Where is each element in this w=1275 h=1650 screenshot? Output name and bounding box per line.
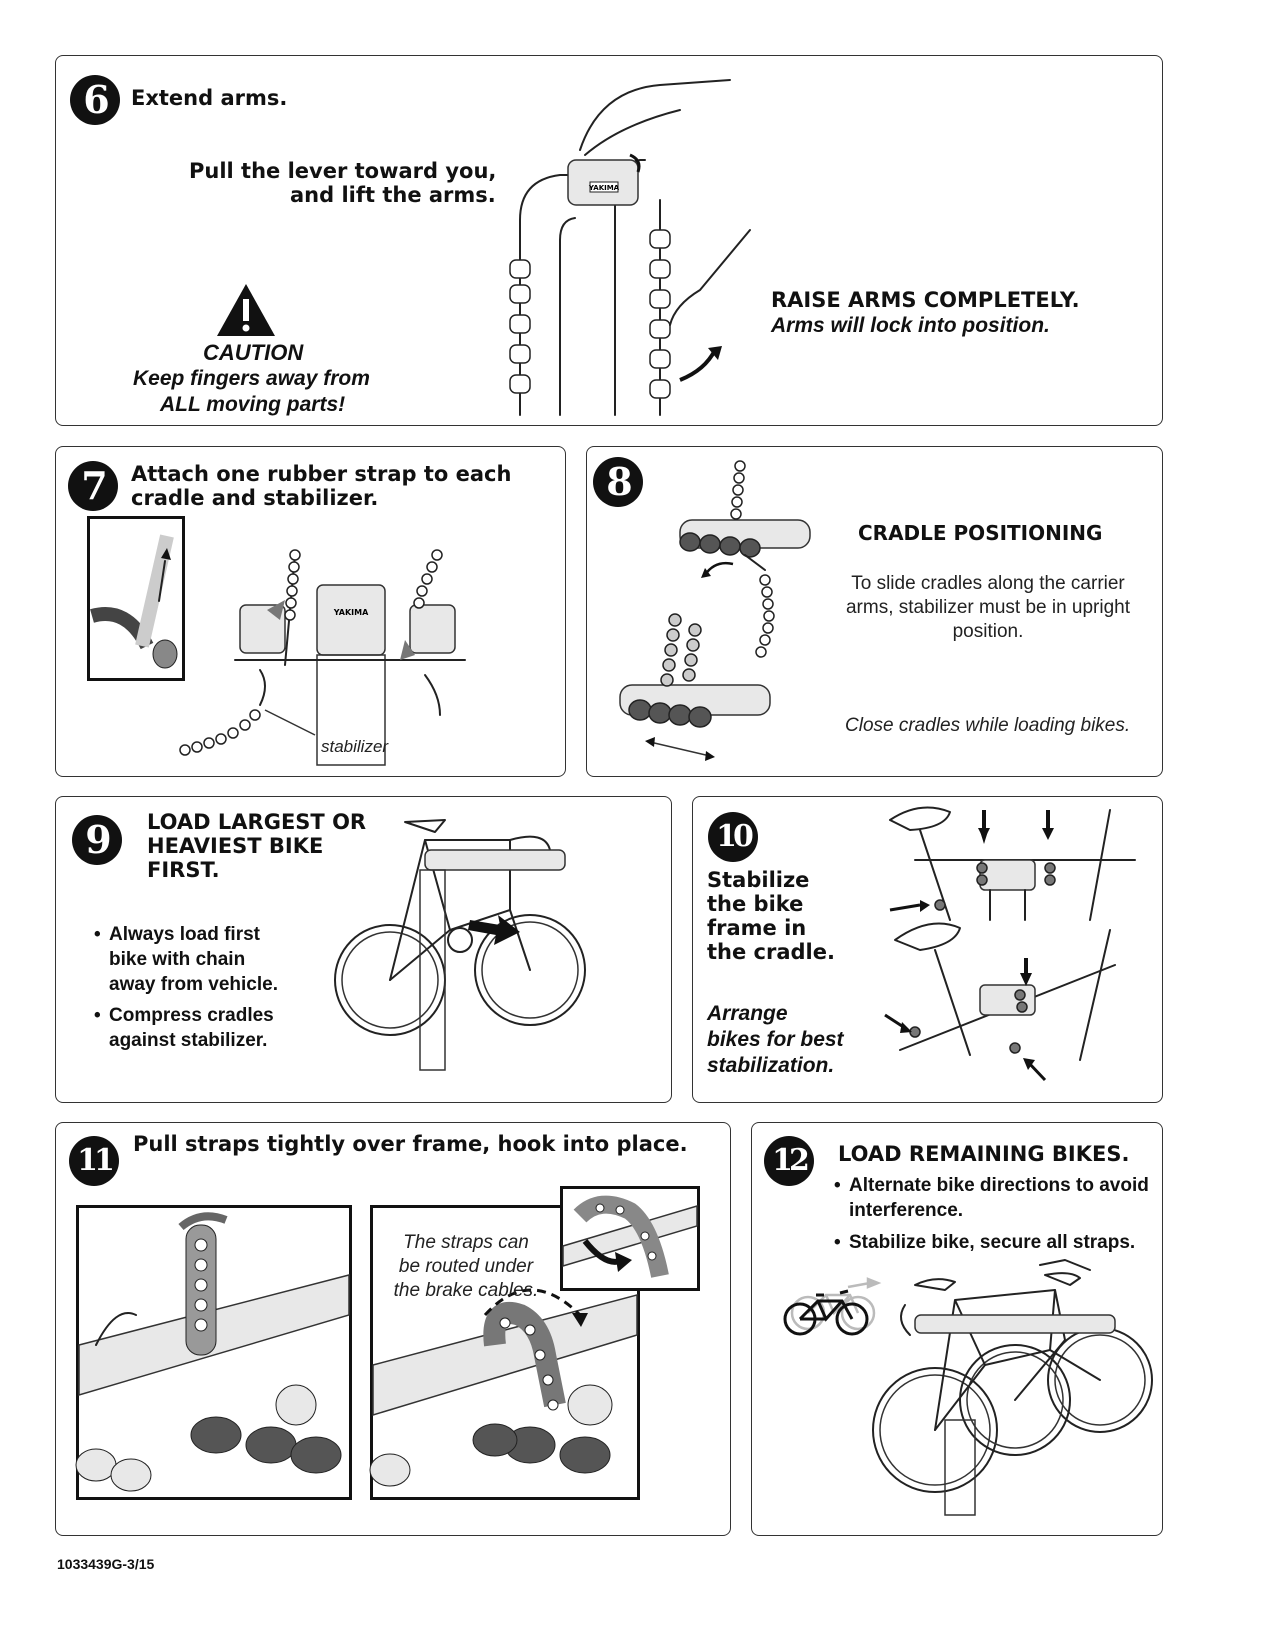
multiple-bikes-illustration <box>855 1260 1155 1520</box>
step-12-number: 12 <box>764 1136 814 1186</box>
step-9-title-line3: FIRST. <box>147 858 220 882</box>
bullet-dot: • <box>834 1232 841 1253</box>
svg-text:YAKIMA: YAKIMA <box>333 608 369 617</box>
step-9-title-line1: LOAD LARGEST OR <box>147 810 367 834</box>
step-10-title-line4: the cradle. <box>707 940 835 964</box>
step-11-title: Pull straps tightly over frame, hook into place. <box>133 1132 688 1156</box>
step-9-title-line2: HEAVIEST BIKE <box>147 834 324 858</box>
step-10-title-line3: frame in <box>707 916 807 940</box>
cradle-note: Close cradles while loading bikes. <box>845 715 1131 736</box>
step-9-bullet1-line3: away from vehicle. <box>109 974 278 995</box>
step-9-bullet2 <box>94 1003 274 1053</box>
brake-cable-callout-line2: be routed under <box>398 1256 534 1277</box>
step-9-bullet2-line2: against stabilizer. <box>109 1030 268 1051</box>
step-6-instruction-line2: and lift the arms. <box>290 183 496 207</box>
bullet-dot: • <box>94 924 101 945</box>
step-6-instruction-line1: Pull the lever toward you, <box>189 159 497 183</box>
step-7-title-line1: Attach one rubber strap to each <box>131 462 512 486</box>
bike-on-rack-illustration <box>330 810 590 1070</box>
svg-text:YAKIMA: YAKIMA <box>588 184 620 192</box>
step-12-bullet1 <box>834 1173 1149 1223</box>
step-9-bullet1 <box>94 922 278 997</box>
step-12-bullet1-line2: interference. <box>849 1200 964 1221</box>
raise-arms-subtitle: Arms will lock into position. <box>771 314 1050 337</box>
step-8-number: 8 <box>593 457 643 507</box>
cradle-body-line1: To slide cradles along the carrier <box>851 573 1125 594</box>
cradle-positioning-title: CRADLE POSITIONING <box>858 521 1103 545</box>
step-9-bullet1-line1: Always load first <box>109 924 260 945</box>
step-6-title: Extend arms. <box>131 86 288 110</box>
cradle-body-line2: arms, stabilizer must be in upright <box>845 597 1131 618</box>
step-7-number: 7 <box>68 461 118 511</box>
step-9-number: 9 <box>72 815 122 865</box>
caution-line1: Keep fingers away from <box>133 367 370 390</box>
warning-triangle-icon <box>215 282 277 338</box>
step-10-number: 10 <box>708 812 758 862</box>
bullet-dot: • <box>834 1175 841 1196</box>
step-9-bullet1-line2: bike with chain <box>109 949 246 970</box>
strap-attach-inset <box>87 516 185 681</box>
step-11-number: 11 <box>69 1136 119 1186</box>
step-6-number: 6 <box>70 75 120 125</box>
cradle-body-line3: position. <box>952 621 1024 642</box>
step-10-note-line3: stabilization. <box>707 1054 835 1077</box>
step-10-title-line2: the bike <box>707 892 804 916</box>
bullet-dot: • <box>94 1005 101 1026</box>
rack-lever-illustration <box>500 70 760 415</box>
step-10-title-line1: Stabilize <box>707 868 810 892</box>
step-10-note-line2: bikes for best <box>707 1028 844 1051</box>
brake-cable-callout-line3: the brake cables. <box>393 1280 539 1301</box>
cradle-positioning-illustration <box>615 460 825 770</box>
step-12-title: LOAD REMAINING BIKES. <box>838 1142 1130 1166</box>
stabilizer-callout: stabilizer <box>321 737 389 756</box>
raise-arms-title: RAISE ARMS COMPLETELY. <box>771 288 1080 312</box>
caution-label: CAUTION <box>203 340 304 365</box>
doc-code: 1033439G-3/15 <box>57 1556 155 1572</box>
step-7-title-line2: cradle and stabilizer. <box>131 486 379 510</box>
brake-cable-detail-inset <box>560 1186 700 1291</box>
step-9-bullet2-line1: Compress cradles <box>109 1005 274 1026</box>
step-12-bullet1-line1: Alternate bike directions to avoid <box>849 1175 1149 1196</box>
frame-stabilize-illustration <box>880 800 1140 1095</box>
step-12-bullet2-text: Stabilize bike, secure all straps. <box>849 1232 1136 1253</box>
step-12-bullet2 <box>834 1230 1136 1255</box>
strap-hook-left-inset <box>76 1205 352 1500</box>
brake-cable-callout-line1: The straps can <box>403 1232 529 1253</box>
step-10-note-line1: Arrange <box>707 1002 788 1025</box>
caution-line2: ALL moving parts! <box>160 393 346 416</box>
